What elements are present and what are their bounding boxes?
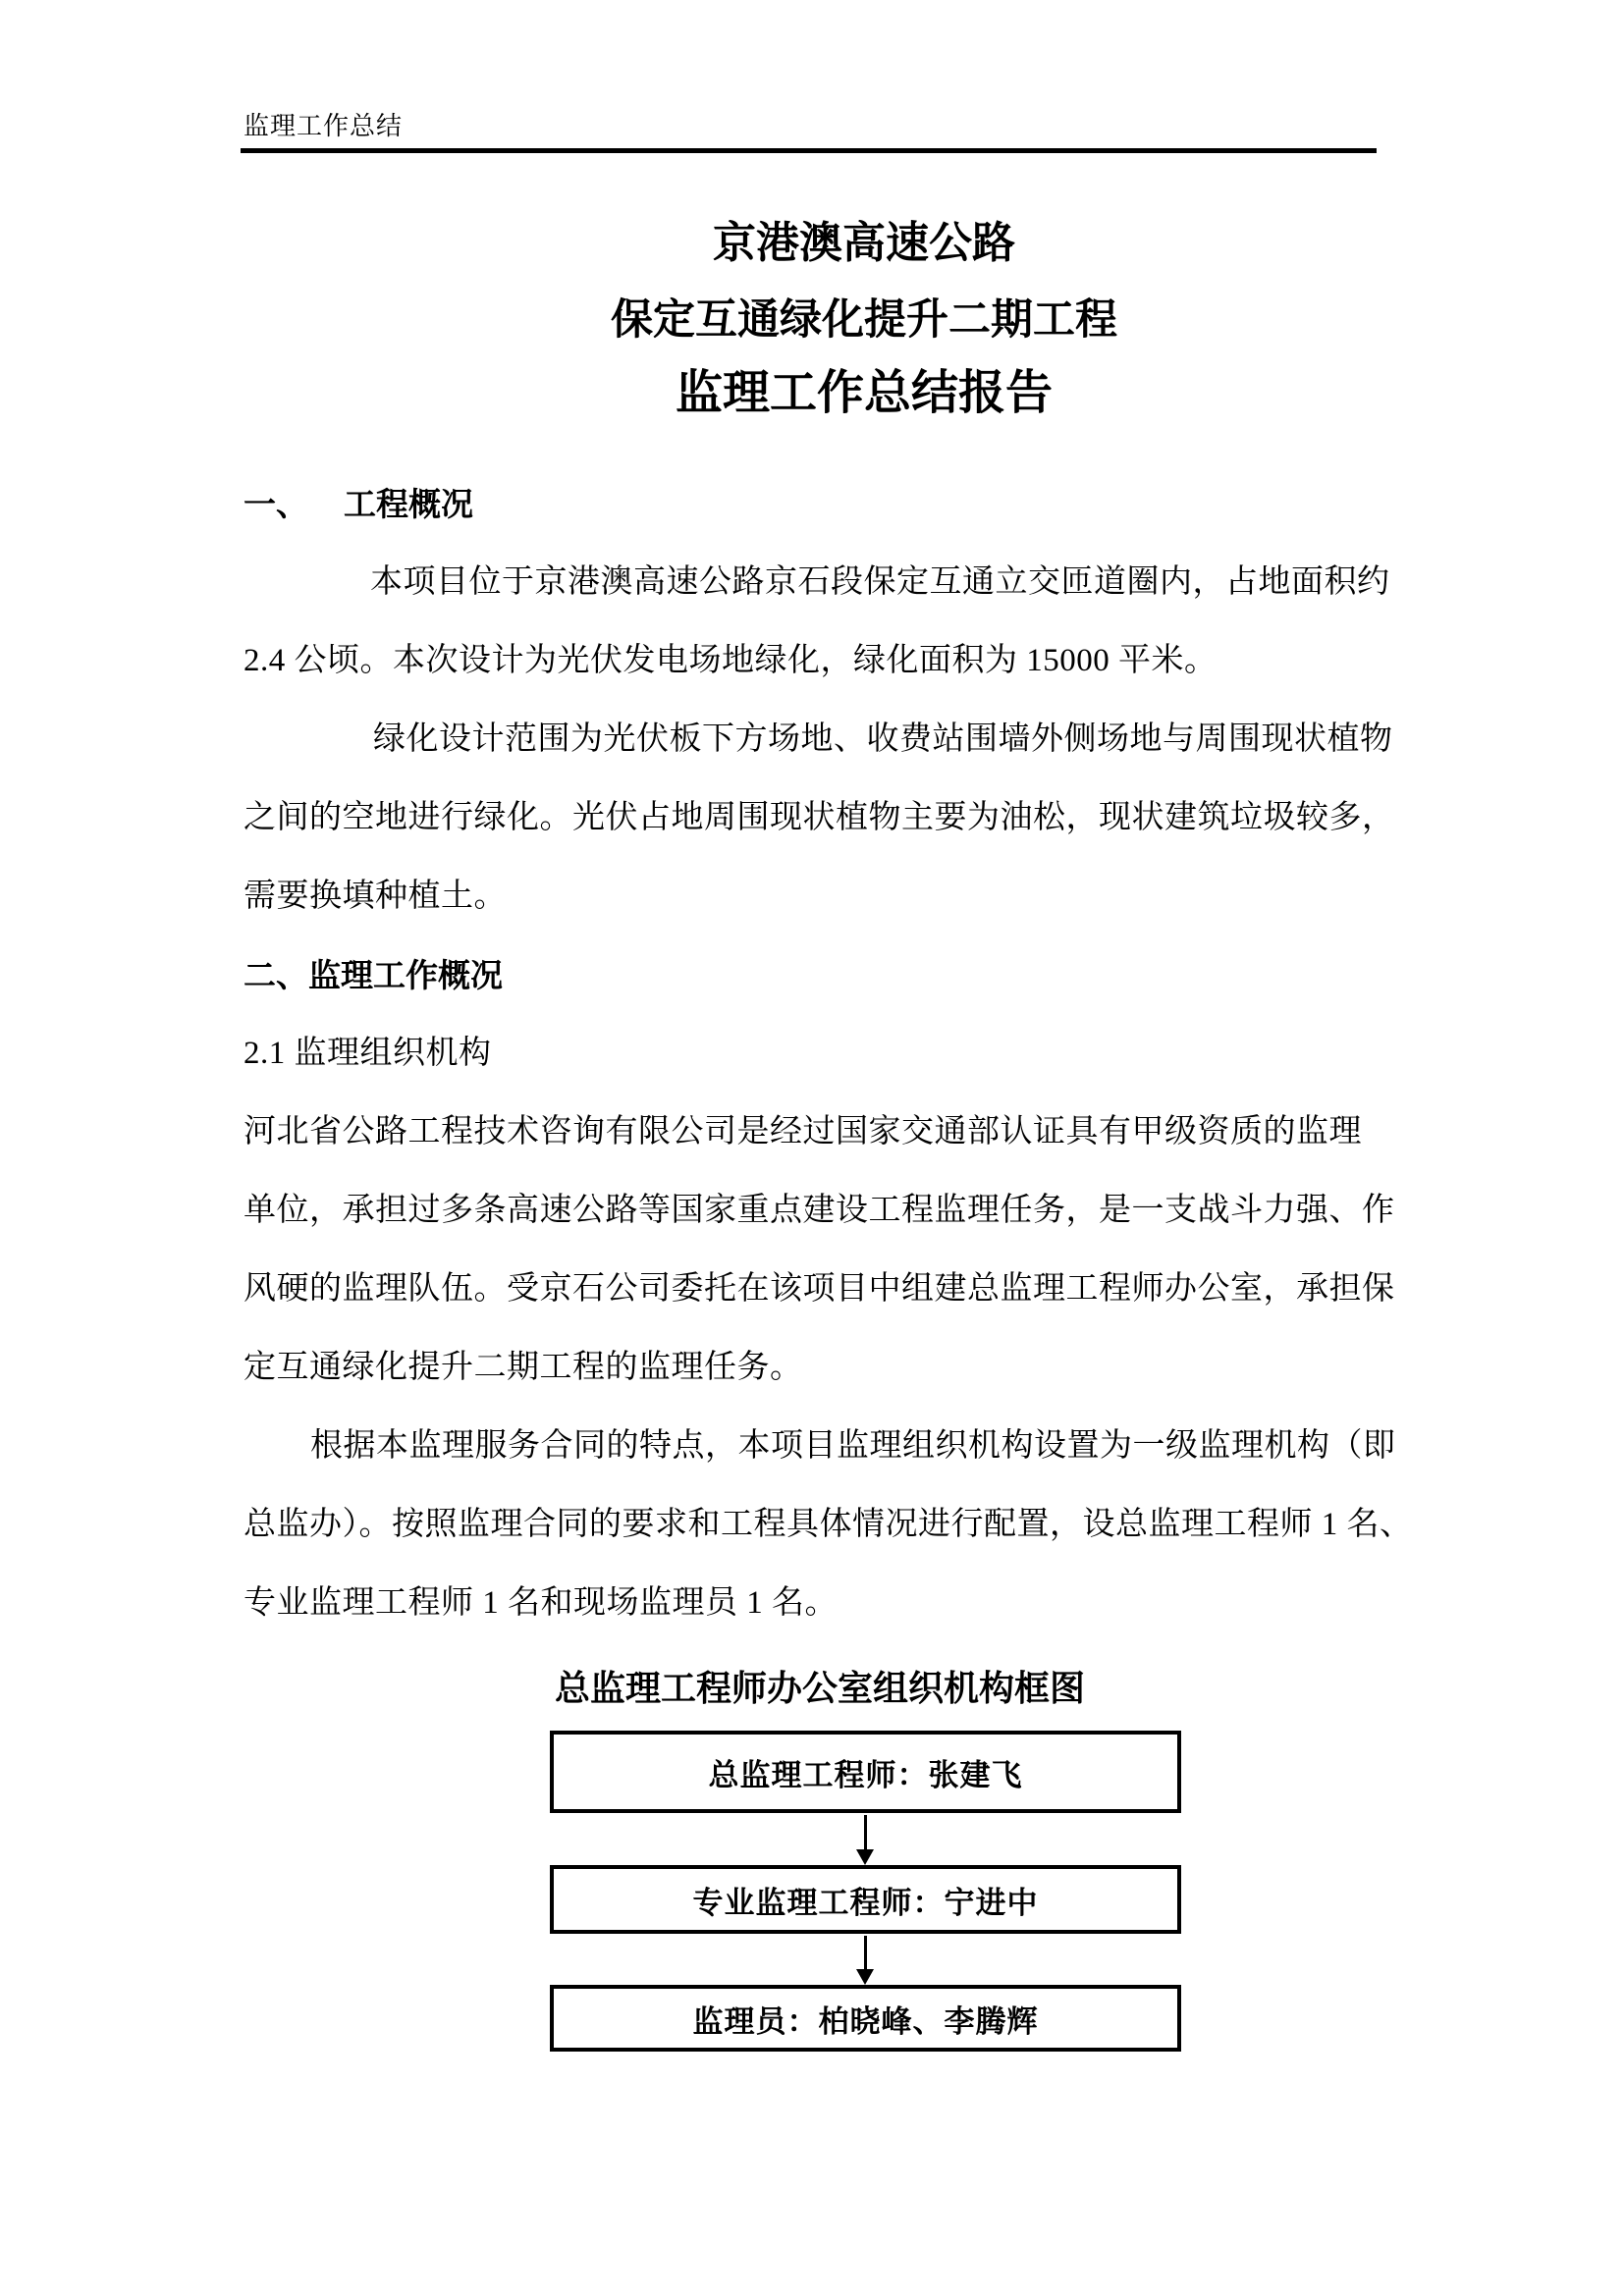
doc-title-line-3: 监理工作总结报告 [675,367,1053,419]
org-chart-box-supervisors [550,1985,1181,2052]
doc-title-line-2: 保定互通绿化提升二期工程 [611,297,1117,344]
org-chart-title: 总监理工程师办公室组织机构框图 [554,1668,1085,1708]
org-chart-box-label: 总监理工程师：张建飞 [708,1757,1023,1792]
section-1-heading [244,488,473,520]
paragraph-line: 需要换填种植土。 [244,879,507,914]
paragraph-line: 河北省公路工程技术咨询有限公司是经过国家交通部认证具有甲级资质的监理 [244,1114,1362,1149]
paragraph-line: 根据本监理服务合同的特点，本项目监理组织机构设置为一级监理机构（即 [310,1428,1396,1464]
section-2-subheading: 2.1 监理组织机构 [244,1036,492,1071]
down-arrow-line [864,1936,867,1971]
down-arrow-line [864,1815,867,1852]
section-2-heading: 二、监理工作概况 [244,957,503,993]
paragraph-line: 专业监理工程师 1 名和现场监理员 1 名。 [244,1585,838,1621]
paragraph-line: 之间的空地进行绿化。光伏占地周围现状植物主要为油松，现状建筑垃圾较多， [244,800,1395,835]
down-arrow-head-icon [856,1969,874,1985]
paragraph-line: 本项目位于京港澳高速公路京石段保定互通立交匝道圈内，占地面积约 [370,564,1390,600]
org-chart-box-chief-engineer [550,1731,1181,1813]
org-chart-box-specialty-engineer [550,1865,1181,1934]
down-arrow-head-icon [856,1849,874,1865]
org-chart-box-label: 专业监理工程师：宁进中 [692,1885,1039,1920]
doc-title-line-1: 京港澳高速公路 [713,219,1015,267]
paragraph-line: 总监办）。按照监理合同的要求和工程具体情况进行配置，设总监理工程师 1 名、 [244,1507,1413,1542]
paragraph-line: 定互通绿化提升二期工程的监理任务。 [244,1350,803,1385]
paragraph-line: 风硬的监理队伍。受京石公司委托在该项目中组建总监理工程师办公室，承担保 [244,1271,1395,1307]
org-chart-box-label: 监理员：柏晓峰、李腾辉 [692,2003,1039,2039]
paragraph-line: 绿化设计范围为光伏板下方场地、收费站围墙外侧场地与周围现状植物 [373,721,1393,757]
section-1-heading-number: 一、 [244,486,308,522]
paragraph-line: 单位，承担过多条高速公路等国家重点建设工程监理任务，是一支战斗力强、作 [244,1193,1395,1228]
page-header-label: 监理工作总结 [244,112,404,140]
header-rule [241,148,1377,153]
section-1-heading-label: 工程概况 [344,486,473,522]
paragraph-line: 2.4 公顷。本次设计为光伏发电场地绿化，绿化面积为 15000 平米。 [244,643,1218,678]
